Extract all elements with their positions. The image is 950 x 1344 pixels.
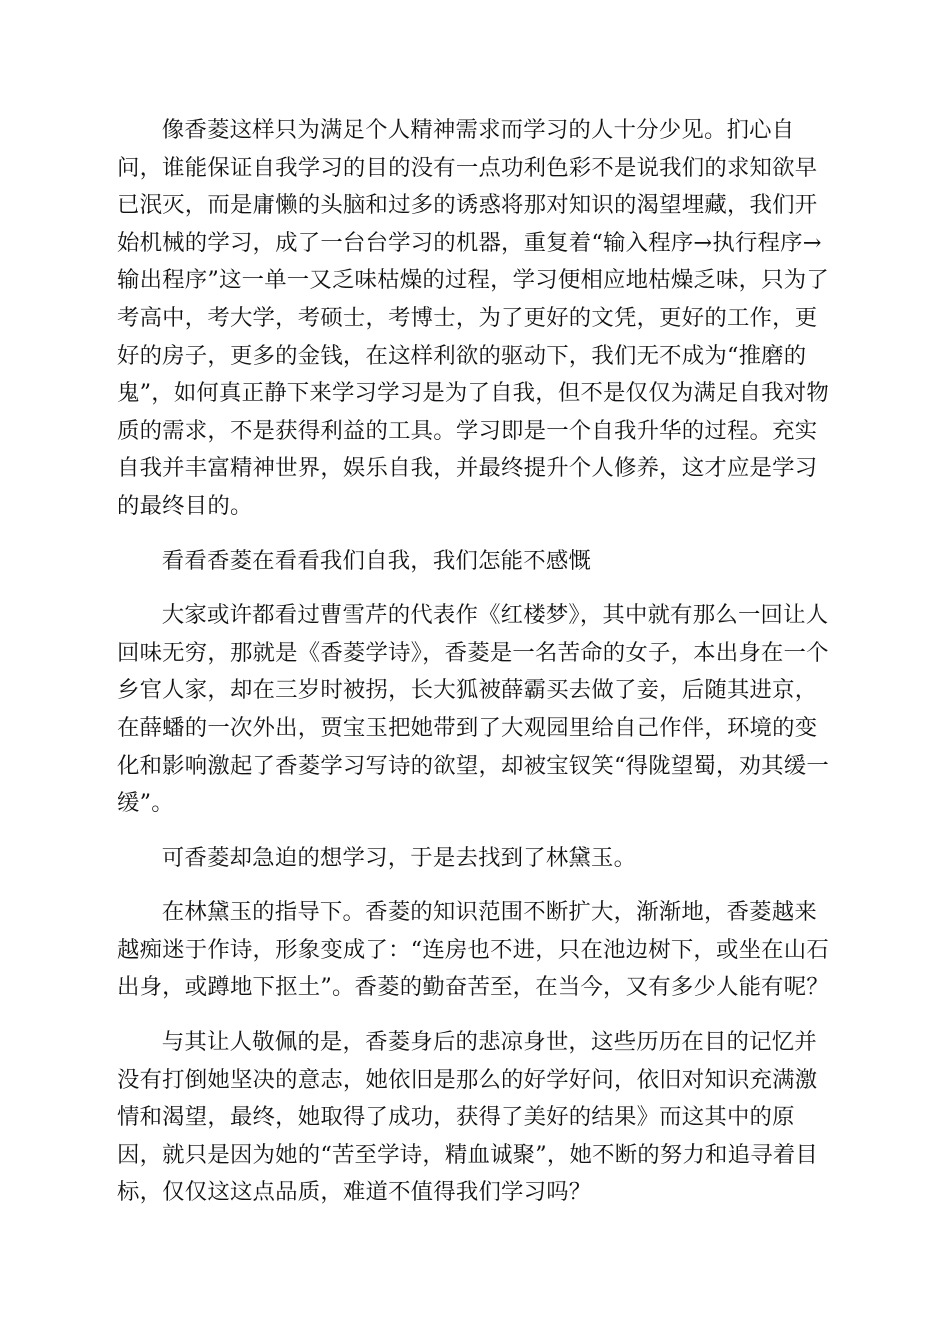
paragraph-6: 与其让人敬佩的是，香菱身后的悲凉身世，这些历历在目的记忆并没有打倒她坚决的意志，她依旧是那么的好学好问，依旧对知识充满激情和渴望，最终，她取得了成功，获得了美好的结果》而这其中的原因，就只是因为她的“苦至学诗，精血诚聚”，她不断的努力和追寻着目标，仅仅这这点品质，难道不值得我们学习吗？ — [117, 1029, 819, 1206]
paragraph-2: 看看香菱在看看我们自我，我们怎能不感慨 — [161, 547, 592, 574]
document-body — [117, 112, 835, 1212]
paragraph-5: 在林黛玉的指导下。香菱的知识范围不断扩大，渐渐地，香菱越来越痴迷于作诗，形象变成了：“连房也不进，只在池边树下，或坐在山石出身，或蹲地下抠土”。香菱的勤奋苦至，在当今，又有多少人能有呢？ — [117, 899, 829, 1001]
paragraph-1: 像香菱这样只为满足个人精神需求而学习的人十分少见。扪心自问，谁能保证自我学习的目的没有一点功利色彩不是说我们的求知欲早已泯灭，而是庸懒的头脑和过多的诱惑将那对知识的渴望埋藏，我们开始机械的学习，成了一台台学习的机器，重复着“输入程序→执行程序→输出程序”这一单一又乏味枯燥的过程，学习便相应地枯燥乏味，只为了考高中，考大学，考硕士，考博士，为了更好的文凭，更好的工作，更好的房子，更多的金钱，在这样利欲的驱动下，我们无不成为“推磨的鬼”，如何真正静下来学习学习是为了自我，但不是仅仅为满足自我对物质的需求，不是获得利益的工具。学习即是一个自我升华的过程。充实自我并丰富精神世界，娱乐自我，并最终提升个人修养，这才应是学习的最终目的。 — [117, 117, 829, 519]
paragraph-4: 可香菱却急迫的想学习，于是去找到了林黛玉。 — [161, 844, 637, 871]
paragraph-3: 大家或许都看过曹雪芹的代表作《红楼梦》，其中就有那么一回让人回味无穷，那就是《香菱学诗》，香菱是一名苦命的女子，本出身在一个乡官人家，却在三岁时被拐，长大狐被薛霸买去做了妾，后随其进京，在薛蟠的一次外出，贾宝玉把她带到了大观园里给自己作伴，环境的变化和影响激起了香菱学习写诗的欲望，却被宝钗笑“得陇望蜀，劝其缓一缓”。 — [117, 602, 829, 817]
